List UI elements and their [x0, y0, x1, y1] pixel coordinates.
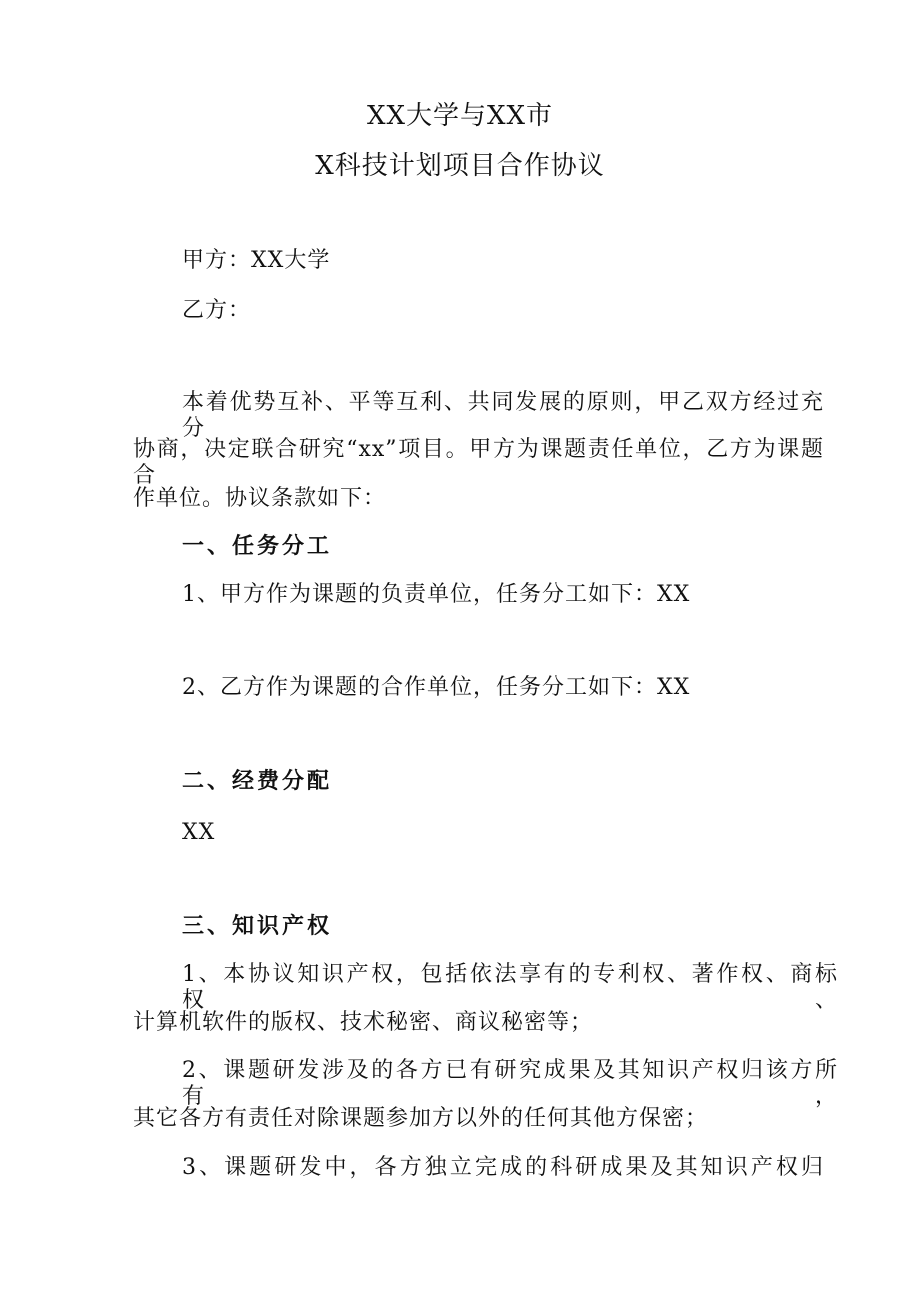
section-3-item-3-line-1: 3、课题研发中，各方独立完成的科研成果及其知识产权归 [182, 1155, 824, 1180]
section-3-heading: 三、知识产权 [182, 913, 333, 939]
section-2-content: XX [182, 820, 216, 845]
title-line-1: XX大学与XX市 [366, 101, 554, 131]
section-3-item-2-line-1: 2、课题研发涉及的各方已有研究成果及其知识产权归该方所有， [182, 1058, 838, 1109]
intro-line-3: 作单位。协议条款如下： [133, 486, 387, 511]
section-2-heading: 二、经费分配 [182, 768, 333, 794]
section-1-heading: 一、任务分工 [182, 533, 333, 559]
party-b: 乙方： [182, 298, 252, 323]
section-3-item-1-line-1: 1、本协议知识产权，包括依法享有的专利权、著作权、商标权、 [182, 962, 838, 1013]
section-1-item-2: 2、乙方作为课题的合作单位，任务分工如下：XX [182, 675, 691, 700]
section-3-item-2-line-2: 其它各方有责任对除课题参加方以外的任何其他方保密； [133, 1106, 709, 1131]
section-1-item-1: 1、甲方作为课题的负责单位，任务分工如下：XX [182, 582, 691, 607]
intro-line-1: 本着优势互补、平等互利、共同发展的原则，甲乙双方经过充分 [182, 390, 824, 441]
party-a: 甲方：XX大学 [182, 248, 331, 273]
intro-line-2: 协商，决定联合研究“xx”项目。甲方为课题责任单位，乙方为课题合 [133, 437, 824, 488]
section-3-item-1-line-2: 计算机软件的版权、技术秘密、商议秘密等； [133, 1010, 594, 1035]
title-line-2: X科技计划项目合作协议 [315, 151, 605, 181]
